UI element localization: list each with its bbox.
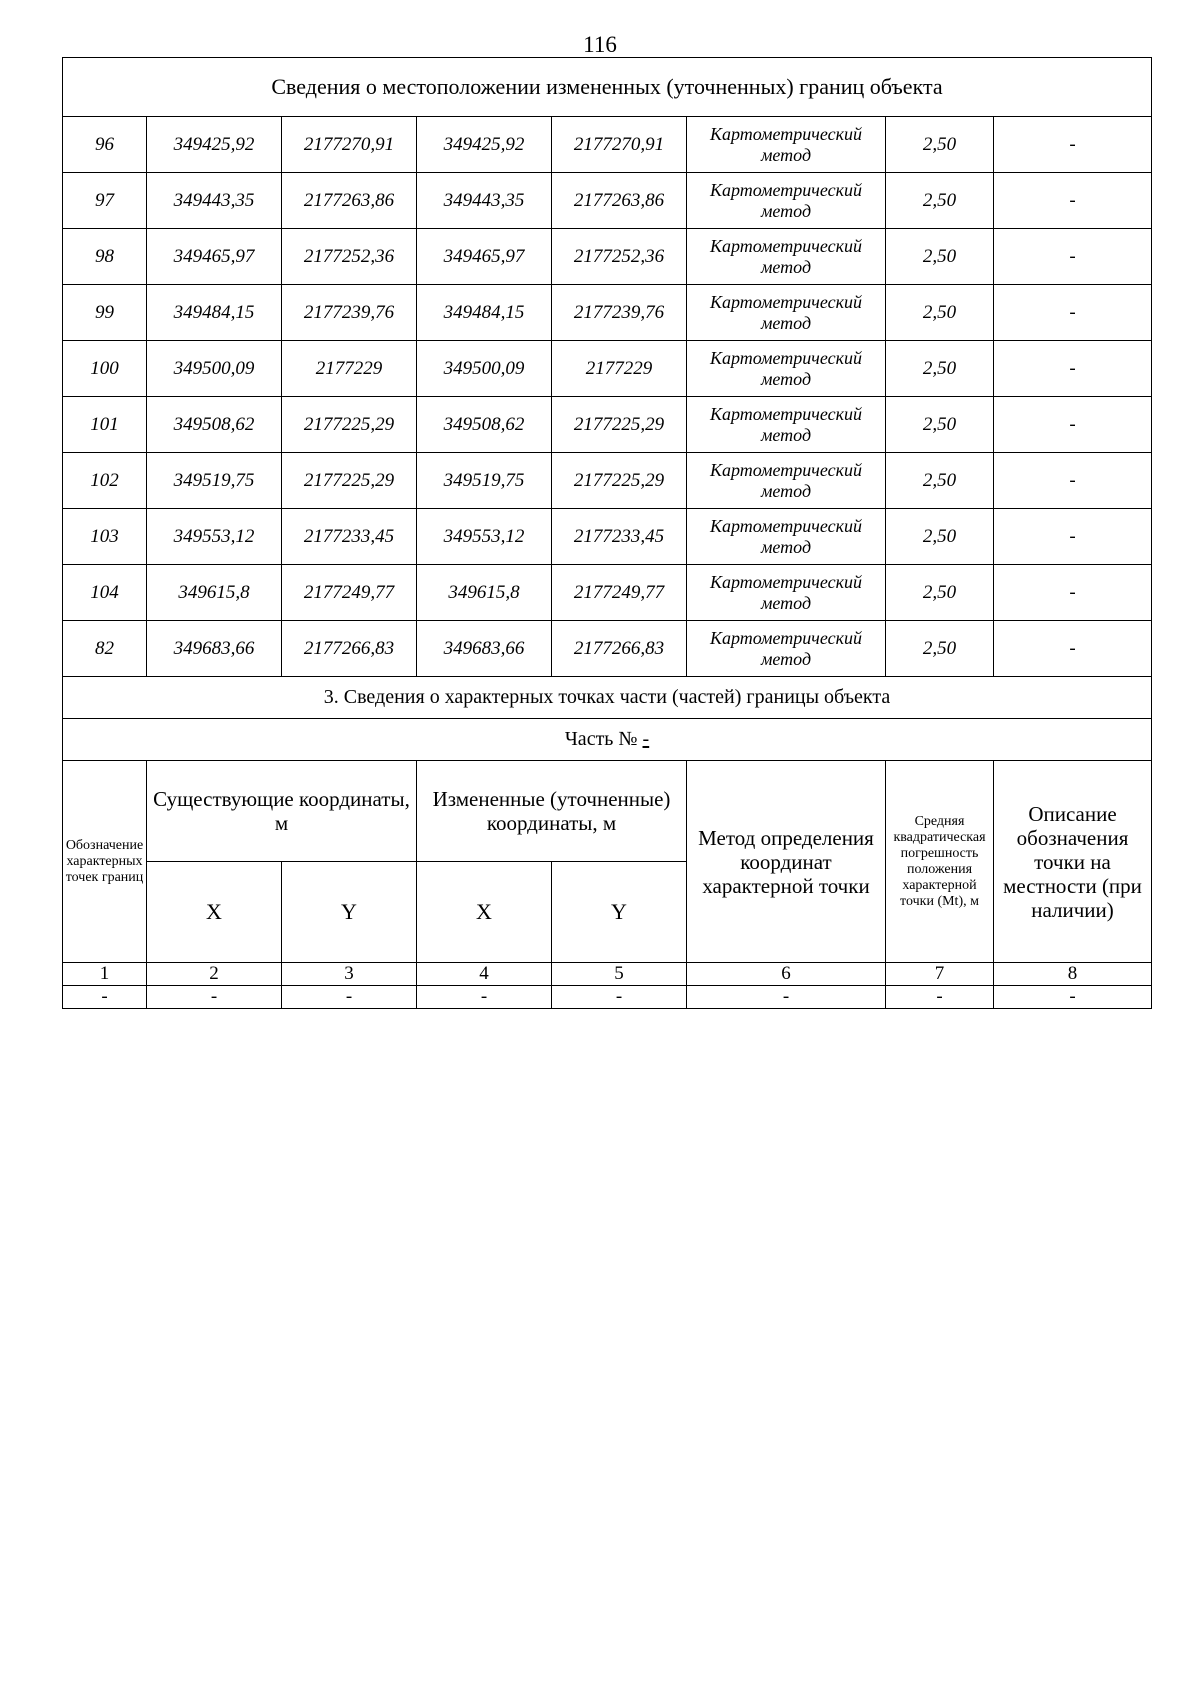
table-row bbox=[63, 565, 1152, 621]
cell-point-id: 98 bbox=[63, 229, 147, 285]
cell-description: - bbox=[994, 397, 1152, 453]
column-number: 6 bbox=[687, 963, 886, 986]
cell-changed-x: 349683,66 bbox=[417, 621, 552, 677]
cell-point-id: 97 bbox=[63, 173, 147, 229]
cell-changed-y: 2177270,91 bbox=[552, 117, 687, 173]
cell-existing-x: 349465,97 bbox=[147, 229, 282, 285]
cell-method: Картометрический метод bbox=[687, 621, 886, 677]
cell-method: Картометрический метод bbox=[687, 453, 886, 509]
cell-mt: 2,50 bbox=[886, 453, 994, 509]
cell-mt: 2,50 bbox=[886, 229, 994, 285]
cell-changed-y: 2177263,86 bbox=[552, 173, 687, 229]
empty-cell: - bbox=[886, 986, 994, 1009]
column-number: 3 bbox=[282, 963, 417, 986]
cell-existing-y: 2177225,29 bbox=[282, 453, 417, 509]
cell-existing-x: 349443,35 bbox=[147, 173, 282, 229]
cell-existing-x: 349425,92 bbox=[147, 117, 282, 173]
cell-description: - bbox=[994, 229, 1152, 285]
header-coord-x-existing: X bbox=[147, 862, 282, 963]
cell-existing-y: 2177252,36 bbox=[282, 229, 417, 285]
empty-cell: - bbox=[63, 986, 147, 1009]
cell-changed-x: 349443,35 bbox=[417, 173, 552, 229]
column-number: 5 bbox=[552, 963, 687, 986]
cell-changed-x: 349615,8 bbox=[417, 565, 552, 621]
table-title: Сведения о местоположении измененных (уточненных) границ объекта bbox=[63, 58, 1152, 117]
header-method: Метод определения координат характерной точки bbox=[687, 761, 886, 963]
empty-cell: - bbox=[994, 986, 1152, 1009]
cell-existing-x: 349615,8 bbox=[147, 565, 282, 621]
table-row bbox=[63, 397, 1152, 453]
empty-cell: - bbox=[687, 986, 886, 1009]
cell-point-id: 101 bbox=[63, 397, 147, 453]
header-description: Описание обозначения точки на местности (при наличии) bbox=[994, 761, 1152, 963]
table-row bbox=[63, 986, 1152, 1009]
column-number: 1 bbox=[63, 963, 147, 986]
cell-description: - bbox=[994, 509, 1152, 565]
cell-description: - bbox=[994, 621, 1152, 677]
cell-description: - bbox=[994, 453, 1152, 509]
column-number: 4 bbox=[417, 963, 552, 986]
table-row bbox=[63, 621, 1152, 677]
table-row bbox=[63, 229, 1152, 285]
cell-existing-x: 349519,75 bbox=[147, 453, 282, 509]
cell-changed-x: 349500,09 bbox=[417, 341, 552, 397]
column-number-row bbox=[63, 963, 1152, 986]
part-value: - bbox=[642, 728, 650, 750]
table-row bbox=[63, 173, 1152, 229]
cell-changed-y: 2177225,29 bbox=[552, 397, 687, 453]
header-mt: Средняя квадратическая погрешность положения характерной точки (Mt), м bbox=[886, 761, 994, 963]
page-number: 116 bbox=[583, 32, 617, 57]
cell-description: - bbox=[994, 285, 1152, 341]
cell-existing-y: 2177270,91 bbox=[282, 117, 417, 173]
header-coord-x-changed: X bbox=[417, 862, 552, 963]
cell-description: - bbox=[994, 341, 1152, 397]
part-label: Часть № bbox=[564, 728, 643, 750]
cell-description: - bbox=[994, 173, 1152, 229]
cell-point-id: 104 bbox=[63, 565, 147, 621]
cell-changed-y: 2177233,45 bbox=[552, 509, 687, 565]
header-existing-coords: Существующие координаты, м bbox=[147, 761, 417, 862]
cell-existing-x: 349500,09 bbox=[147, 341, 282, 397]
cell-method: Картометрический метод bbox=[687, 173, 886, 229]
cell-point-id: 100 bbox=[63, 341, 147, 397]
cell-existing-y: 2177239,76 bbox=[282, 285, 417, 341]
cell-method: Картометрический метод bbox=[687, 565, 886, 621]
cell-changed-x: 349425,92 bbox=[417, 117, 552, 173]
cell-changed-y: 2177229 bbox=[552, 341, 687, 397]
cell-changed-x: 349484,15 bbox=[417, 285, 552, 341]
cell-mt: 2,50 bbox=[886, 397, 994, 453]
cell-mt: 2,50 bbox=[886, 117, 994, 173]
cell-changed-x: 349519,75 bbox=[417, 453, 552, 509]
cell-existing-y: 2177225,29 bbox=[282, 397, 417, 453]
cell-description: - bbox=[994, 565, 1152, 621]
table-row bbox=[63, 509, 1152, 565]
table-row bbox=[63, 341, 1152, 397]
cell-existing-x: 349553,12 bbox=[147, 509, 282, 565]
cell-changed-x: 349508,62 bbox=[417, 397, 552, 453]
cell-mt: 2,50 bbox=[886, 285, 994, 341]
cell-method: Картометрический метод bbox=[687, 341, 886, 397]
cell-existing-y: 2177233,45 bbox=[282, 509, 417, 565]
cell-changed-y: 2177249,77 bbox=[552, 565, 687, 621]
cell-existing-x: 349683,66 bbox=[147, 621, 282, 677]
table-row bbox=[63, 285, 1152, 341]
cell-point-id: 82 bbox=[63, 621, 147, 677]
table-row bbox=[63, 453, 1152, 509]
cell-existing-x: 349484,15 bbox=[147, 285, 282, 341]
cell-changed-y: 2177239,76 bbox=[552, 285, 687, 341]
empty-cell: - bbox=[147, 986, 282, 1009]
header-point-designation: Обозначение характерных точек границ bbox=[63, 761, 147, 963]
cell-point-id: 96 bbox=[63, 117, 147, 173]
cell-changed-y: 2177225,29 bbox=[552, 453, 687, 509]
part-cell bbox=[63, 719, 1152, 761]
cell-mt: 2,50 bbox=[886, 341, 994, 397]
cell-existing-y: 2177263,86 bbox=[282, 173, 417, 229]
header-changed-coords: Измененные (уточненные) координаты, м bbox=[417, 761, 687, 862]
cell-changed-x: 349553,12 bbox=[417, 509, 552, 565]
table-row bbox=[63, 117, 1152, 173]
cell-description: - bbox=[994, 117, 1152, 173]
column-number: 8 bbox=[994, 963, 1152, 986]
cell-point-id: 103 bbox=[63, 509, 147, 565]
cell-method: Картометрический метод bbox=[687, 285, 886, 341]
header-coord-y-existing: Y bbox=[282, 862, 417, 963]
cell-mt: 2,50 bbox=[886, 565, 994, 621]
cell-existing-y: 2177229 bbox=[282, 341, 417, 397]
table-title-row bbox=[63, 58, 1152, 117]
empty-cell: - bbox=[282, 986, 417, 1009]
cell-point-id: 102 bbox=[63, 453, 147, 509]
cell-existing-y: 2177249,77 bbox=[282, 565, 417, 621]
section-3-title: 3. Сведения о характерных точках части (частей) границы объекта bbox=[63, 677, 1152, 719]
column-number: 7 bbox=[886, 963, 994, 986]
header-coord-y-changed: Y bbox=[552, 862, 687, 963]
cell-method: Картометрический метод bbox=[687, 509, 886, 565]
section-3-row bbox=[63, 677, 1152, 719]
cell-point-id: 99 bbox=[63, 285, 147, 341]
cell-mt: 2,50 bbox=[886, 621, 994, 677]
part-row bbox=[63, 719, 1152, 761]
header-row-top bbox=[63, 761, 1152, 862]
cell-method: Картометрический метод bbox=[687, 229, 886, 285]
boundary-table bbox=[62, 57, 1152, 1009]
cell-mt: 2,50 bbox=[886, 173, 994, 229]
cell-method: Картометрический метод bbox=[687, 397, 886, 453]
column-number: 2 bbox=[147, 963, 282, 986]
cell-existing-y: 2177266,83 bbox=[282, 621, 417, 677]
empty-cell: - bbox=[552, 986, 687, 1009]
cell-changed-y: 2177252,36 bbox=[552, 229, 687, 285]
cell-method: Картометрический метод bbox=[687, 117, 886, 173]
empty-cell: - bbox=[417, 986, 552, 1009]
cell-changed-y: 2177266,83 bbox=[552, 621, 687, 677]
cell-mt: 2,50 bbox=[886, 509, 994, 565]
cell-changed-x: 349465,97 bbox=[417, 229, 552, 285]
cell-existing-x: 349508,62 bbox=[147, 397, 282, 453]
